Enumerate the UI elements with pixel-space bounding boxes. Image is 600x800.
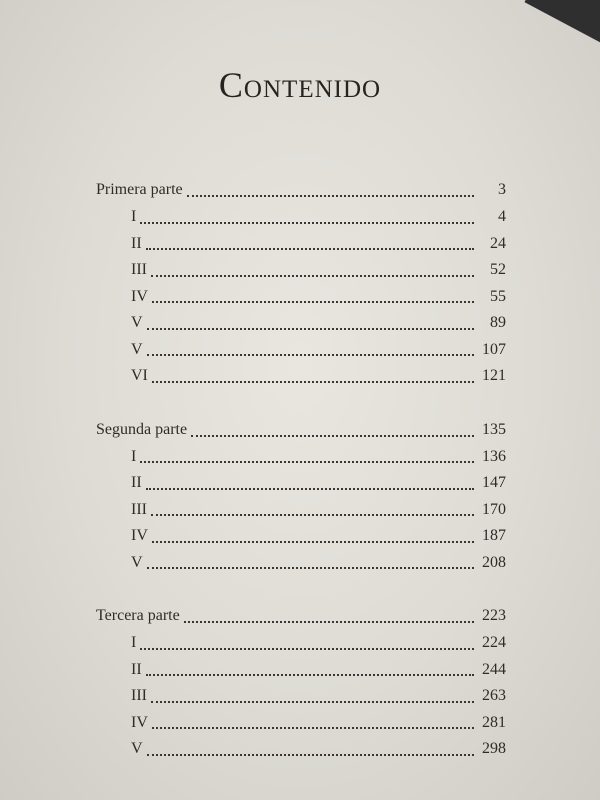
toc-chapter-label: IV — [131, 713, 148, 731]
toc-part-row — [96, 416, 506, 444]
toc-page-number: 121 — [482, 367, 506, 384]
dot-leader — [152, 727, 474, 729]
dot-leader — [152, 301, 474, 303]
toc-chapter-label: III — [131, 261, 147, 278]
dot-leader — [147, 567, 474, 569]
toc-page-number: 3 — [498, 181, 506, 198]
dot-leader — [152, 381, 474, 383]
toc-page-number: 24 — [490, 234, 506, 252]
toc-chapter-label: IV — [131, 287, 148, 305]
toc-chapter-row — [96, 523, 506, 550]
toc-page-number: 107 — [482, 340, 506, 358]
toc-section-segunda — [96, 416, 506, 577]
toc-page-number: 208 — [482, 553, 506, 571]
dot-leader — [140, 222, 474, 224]
toc-part-row — [96, 176, 506, 204]
toc-chapter-label: V — [131, 740, 143, 757]
toc-page-number: 263 — [482, 687, 506, 704]
toc-chapter-row — [96, 231, 506, 258]
dot-leader — [146, 674, 474, 676]
toc-page-number: 147 — [482, 474, 506, 491]
toc-chapter-row — [96, 310, 506, 337]
toc-chapter-label: IV — [131, 527, 148, 544]
toc-page-number: 4 — [498, 208, 506, 225]
toc-section-primera — [96, 176, 506, 390]
dot-leader — [151, 275, 474, 277]
toc-page-number: 89 — [490, 314, 506, 331]
dot-leader — [146, 248, 474, 250]
toc-page-number: 52 — [490, 261, 506, 278]
toc-chapter-label: II — [131, 660, 142, 678]
toc-page-number: 281 — [482, 713, 506, 731]
toc-chapter-label: V — [131, 553, 143, 571]
toc-chapter-row — [96, 470, 506, 497]
toc-chapter-row — [96, 204, 506, 231]
toc-section-tercera — [96, 602, 506, 763]
toc-page-number: 224 — [482, 634, 506, 651]
dot-leader — [191, 435, 474, 437]
dark-corner-shape — [524, 0, 600, 44]
toc-chapter-row — [96, 736, 506, 763]
dot-leader — [140, 648, 474, 650]
toc-part-row — [96, 602, 506, 630]
toc-page-number: 187 — [482, 527, 506, 544]
dot-leader — [140, 461, 474, 463]
toc-part-label: Segunda parte — [96, 420, 188, 438]
toc-chapter-row — [96, 444, 506, 471]
table-of-contents — [96, 176, 506, 789]
dot-leader — [151, 701, 474, 703]
dot-leader — [184, 621, 474, 623]
dot-leader — [147, 328, 474, 330]
toc-chapter-label: III — [131, 500, 147, 518]
toc-chapter-label: I — [131, 447, 137, 465]
toc-chapter-label: I — [131, 208, 137, 225]
page-title: Contenido — [218, 65, 382, 105]
toc-chapter-row — [96, 284, 506, 311]
toc-chapter-row — [96, 657, 506, 684]
toc-chapter-row — [96, 630, 506, 657]
toc-page-number: 170 — [482, 500, 506, 518]
toc-page-number: 55 — [490, 287, 506, 305]
toc-chapter-row — [96, 497, 506, 524]
toc-chapter-row — [96, 550, 506, 577]
toc-chapter-label: VI — [131, 367, 148, 384]
toc-page-number: 135 — [482, 420, 506, 438]
toc-page-number: 223 — [482, 607, 506, 624]
dot-leader — [147, 754, 474, 756]
toc-part-label: Primera parte — [96, 181, 183, 198]
toc-chapter-row — [96, 257, 506, 284]
toc-chapter-label: III — [131, 687, 147, 704]
toc-chapter-label: V — [131, 314, 143, 331]
dot-leader — [146, 488, 474, 490]
toc-chapter-label: II — [131, 234, 142, 252]
toc-page-number: 244 — [482, 660, 506, 678]
dot-leader — [187, 195, 474, 197]
toc-chapter-row — [96, 337, 506, 364]
toc-chapter-row — [96, 683, 506, 710]
toc-chapter-row — [96, 363, 506, 390]
dot-leader — [152, 541, 474, 543]
dot-leader — [147, 354, 474, 356]
toc-chapter-label: II — [131, 474, 142, 491]
toc-part-label: Tercera parte — [96, 607, 180, 624]
toc-page-number: 298 — [482, 740, 506, 757]
toc-chapter-label: V — [131, 340, 143, 358]
dot-leader — [151, 514, 474, 516]
toc-page-number: 136 — [482, 447, 506, 465]
toc-chapter-row — [96, 710, 506, 737]
toc-chapter-label: I — [131, 634, 137, 651]
